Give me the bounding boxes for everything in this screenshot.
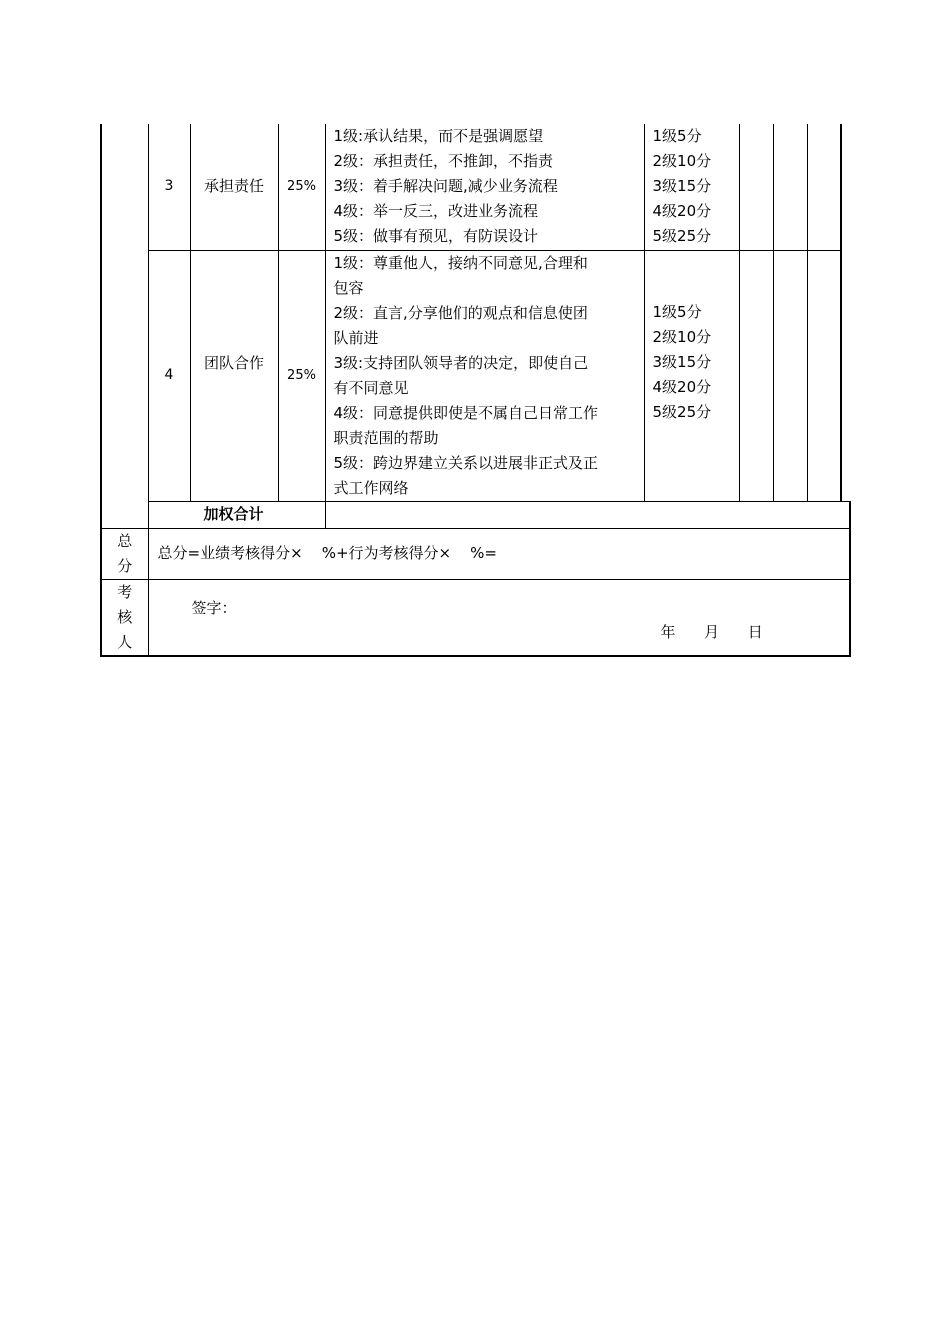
item-index: 4 (148, 250, 190, 501)
criteria-line: 1级:承认结果，而不是强调愿望 (333, 127, 544, 146)
assessor-label-char: 考 (117, 582, 133, 601)
evaluation-table (100, 124, 851, 657)
weighted-total-label: 加权合计 (148, 501, 325, 528)
score-line: 5级25分 (652, 403, 712, 421)
score-line: 3级15分 (652, 177, 712, 196)
table-margin (841, 124, 850, 501)
self-score-cell (739, 250, 773, 501)
score-line: 4级20分 (652, 378, 712, 396)
criteria-cell (325, 124, 644, 250)
score-cell (644, 124, 739, 250)
manager-score-cell (773, 250, 807, 501)
weighted-total-row (101, 501, 850, 528)
table-row (101, 124, 850, 250)
final-score-cell (807, 124, 841, 250)
score-line: 4级20分 (652, 202, 712, 221)
criteria-line: 3级：着手解决问题,减少业务流程 (333, 177, 558, 196)
total-label-char: 总 (117, 531, 133, 550)
category-cell (101, 124, 148, 528)
score-line: 5级25分 (652, 227, 712, 246)
table-row (101, 250, 850, 501)
score-line: 2级10分 (652, 328, 712, 346)
signature-label: 签字： (191, 599, 237, 617)
total-label-cell (101, 528, 148, 579)
criteria-line: 1级：尊重他人，接纳不同意见,合理和 (333, 253, 588, 272)
score-line: 1级5分 (652, 303, 702, 321)
assessor-signature-cell (148, 579, 850, 656)
manager-score-cell (773, 124, 807, 250)
assessor-label-char: 人 (117, 632, 133, 651)
item-name: 团队合作 (190, 250, 278, 501)
criteria-line: 包容 (333, 278, 364, 297)
total-score-row (101, 528, 850, 579)
criteria-line: 3级:支持团队领导者的决定，即使自己 (333, 353, 589, 372)
final-score-cell (807, 250, 841, 501)
criteria-line: 5级：做事有预见，有防误设计 (333, 227, 539, 246)
item-name: 承担责任 (190, 124, 278, 250)
assessor-label-char: 核 (117, 607, 133, 626)
criteria-line: 4级：举一反三，改进业务流程 (333, 202, 539, 221)
signature-date: 年 月 日 (660, 623, 763, 641)
criteria-line: 2级：承担责任，不推卸，不指责 (333, 152, 554, 171)
total-formula: 总分=业绩考核得分× %+行为考核得分× %= (148, 528, 850, 579)
criteria-line: 式工作网络 (333, 478, 409, 497)
score-cell (644, 250, 739, 501)
signature-area (149, 580, 850, 654)
item-index: 3 (148, 124, 190, 250)
criteria-line: 队前进 (333, 328, 379, 347)
score-line: 2级10分 (652, 152, 712, 171)
assessor-row (101, 579, 850, 656)
assessor-label-cell (101, 579, 148, 656)
score-line: 3级15分 (652, 353, 712, 371)
score-line: 1级5分 (652, 127, 702, 146)
criteria-line: 有不同意见 (333, 378, 409, 397)
criteria-line: 4级：同意提供即使是不属自己日常工作 (333, 403, 599, 422)
item-weight: 25% (278, 250, 325, 501)
criteria-cell (325, 250, 644, 501)
criteria-line: 职责范围的帮助 (333, 428, 439, 447)
criteria-line: 2级：直言,分享他们的观点和信息使团 (333, 303, 588, 322)
criteria-line: 5级：跨边界建立关系以进展非正式及正 (333, 453, 599, 472)
total-label-char: 分 (117, 556, 133, 575)
weighted-total-value (325, 501, 850, 528)
self-score-cell (739, 124, 773, 250)
item-weight: 25% (278, 124, 325, 250)
